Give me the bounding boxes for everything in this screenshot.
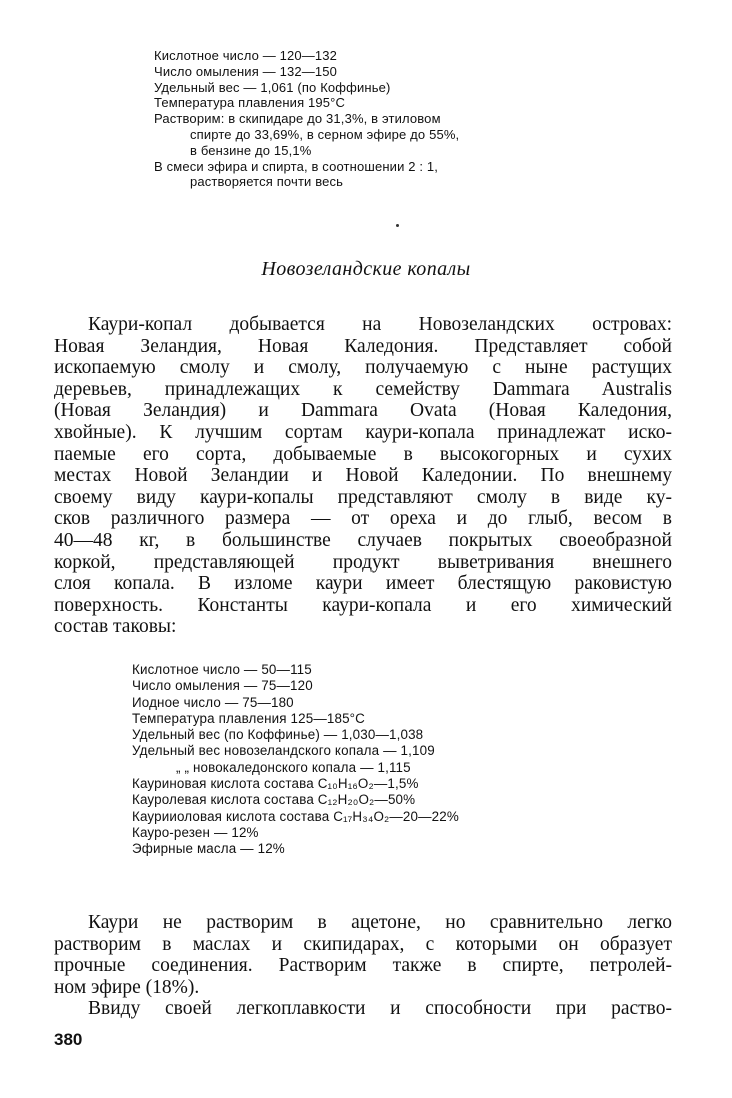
text-line: 40—48 кг, в большинстве случаев покрытых своеобразной <box>54 529 672 551</box>
constant-line: Число омыления — 75—120 <box>132 678 313 694</box>
section-title: Новозеландские копалы <box>261 258 471 280</box>
text-line: Ввиду своей легкоплавкости и способности при раство- <box>88 998 672 1019</box>
constant-line: Кауролевая кислота состава C₁₂H₂₀O₂—50% <box>132 792 416 808</box>
constant-line: в бензине до 15,1% <box>190 142 312 158</box>
constant-line: „ „ новокаледонского копала — 1,115 <box>176 759 411 775</box>
stray-dot <box>396 224 399 227</box>
paragraph-solubility <box>54 912 672 998</box>
constant-line: Эфирные масла — 12% <box>132 841 285 857</box>
constant-line: Удельный вес (по Коффинье) — 1,030—1,038 <box>132 727 424 743</box>
text-line: Каури-копал добывается на Новозеландских островах: <box>88 314 672 335</box>
constant-line: Растворим: в скипидаре до 31,3%, в этиловом <box>154 111 441 127</box>
resin-constants-list <box>154 48 584 190</box>
constant-line: Кислотное число — 120—132 <box>154 48 338 63</box>
constant-line: Удельный вес — 1,061 (по Коффинье) <box>154 79 391 95</box>
text-line: поверхность. Константы каури-копала и его химический <box>54 594 672 616</box>
text-line: хвойные). К лучшим сортам каури-копала принадлежат иско- <box>54 421 672 443</box>
constant-line: спирте до 33,69%, в серном эфире до 55%, <box>190 126 460 142</box>
text-line: местах Новой Зеландии и Новой Каледонии. По внешнему <box>54 465 672 487</box>
constant-line: растворяется почти весь <box>190 174 344 190</box>
text-line: состав таковы: <box>54 616 177 638</box>
text-line: Каури не растворим в ацетоне, но сравнительно легко <box>88 912 672 933</box>
page-number: 380 <box>54 1030 83 1049</box>
constant-line: Температура плавления 125—185°C <box>132 710 365 726</box>
paragraph-kauri-copal <box>54 314 672 638</box>
text-line: ископаемую смолу и смолу, получаемую с ныне растущих <box>54 357 672 379</box>
text-line: паемые его сорта, добываемые в высокогорных и сухих <box>54 443 672 465</box>
constant-line: В смеси эфира и спирта, в соотношении 2 : 1, <box>154 158 439 174</box>
constant-line: Температура плавления 195°C <box>154 95 346 111</box>
text-line: коркой, представляющей продукт выветривания внешнего <box>54 551 672 573</box>
constant-line: Число омыления — 132—150 <box>154 63 338 79</box>
paragraph-continued <box>54 998 672 1020</box>
text-line: (Новая Зеландия) и Dammara Ovata (Новая Каледония, <box>54 400 672 422</box>
constant-line: Кауриновая кислота состава C₁₀H₁₆O₂—1,5% <box>132 776 419 792</box>
text-line: прочные соединения. Растворим также в спирте, петролей- <box>54 955 672 977</box>
constant-line: Удельный вес новозеландского копала — 1,109 <box>132 743 435 759</box>
constant-line: Кислотное число — 50—115 <box>132 662 312 677</box>
constant-line: Каурииоловая кислота состава C₁₇H₃₄O₂—20—22% <box>132 808 459 824</box>
text-line: ном эфире (18%). <box>54 976 200 998</box>
text-line: сков различного размера — от ореха и до глыб, весом в <box>54 508 672 530</box>
constant-line: Кауро-резен — 12% <box>132 824 259 840</box>
text-line: Новая Зеландия, Новая Каледония. Представляет собой <box>54 335 672 357</box>
text-line: деревьев, принадлежащих к семейству Dammara Australis <box>54 378 672 400</box>
text-line: слоя копала. В изломе каури имеет блестящую раковистую <box>54 573 672 595</box>
text-line: растворим в маслах и скипидарах, с которыми он образует <box>54 933 672 955</box>
text-line: своему виду каури-копалы представляют смолу в виде ку- <box>54 486 672 508</box>
kauri-constants-list <box>132 662 602 858</box>
constant-line: Иодное число — 75—180 <box>132 694 294 710</box>
